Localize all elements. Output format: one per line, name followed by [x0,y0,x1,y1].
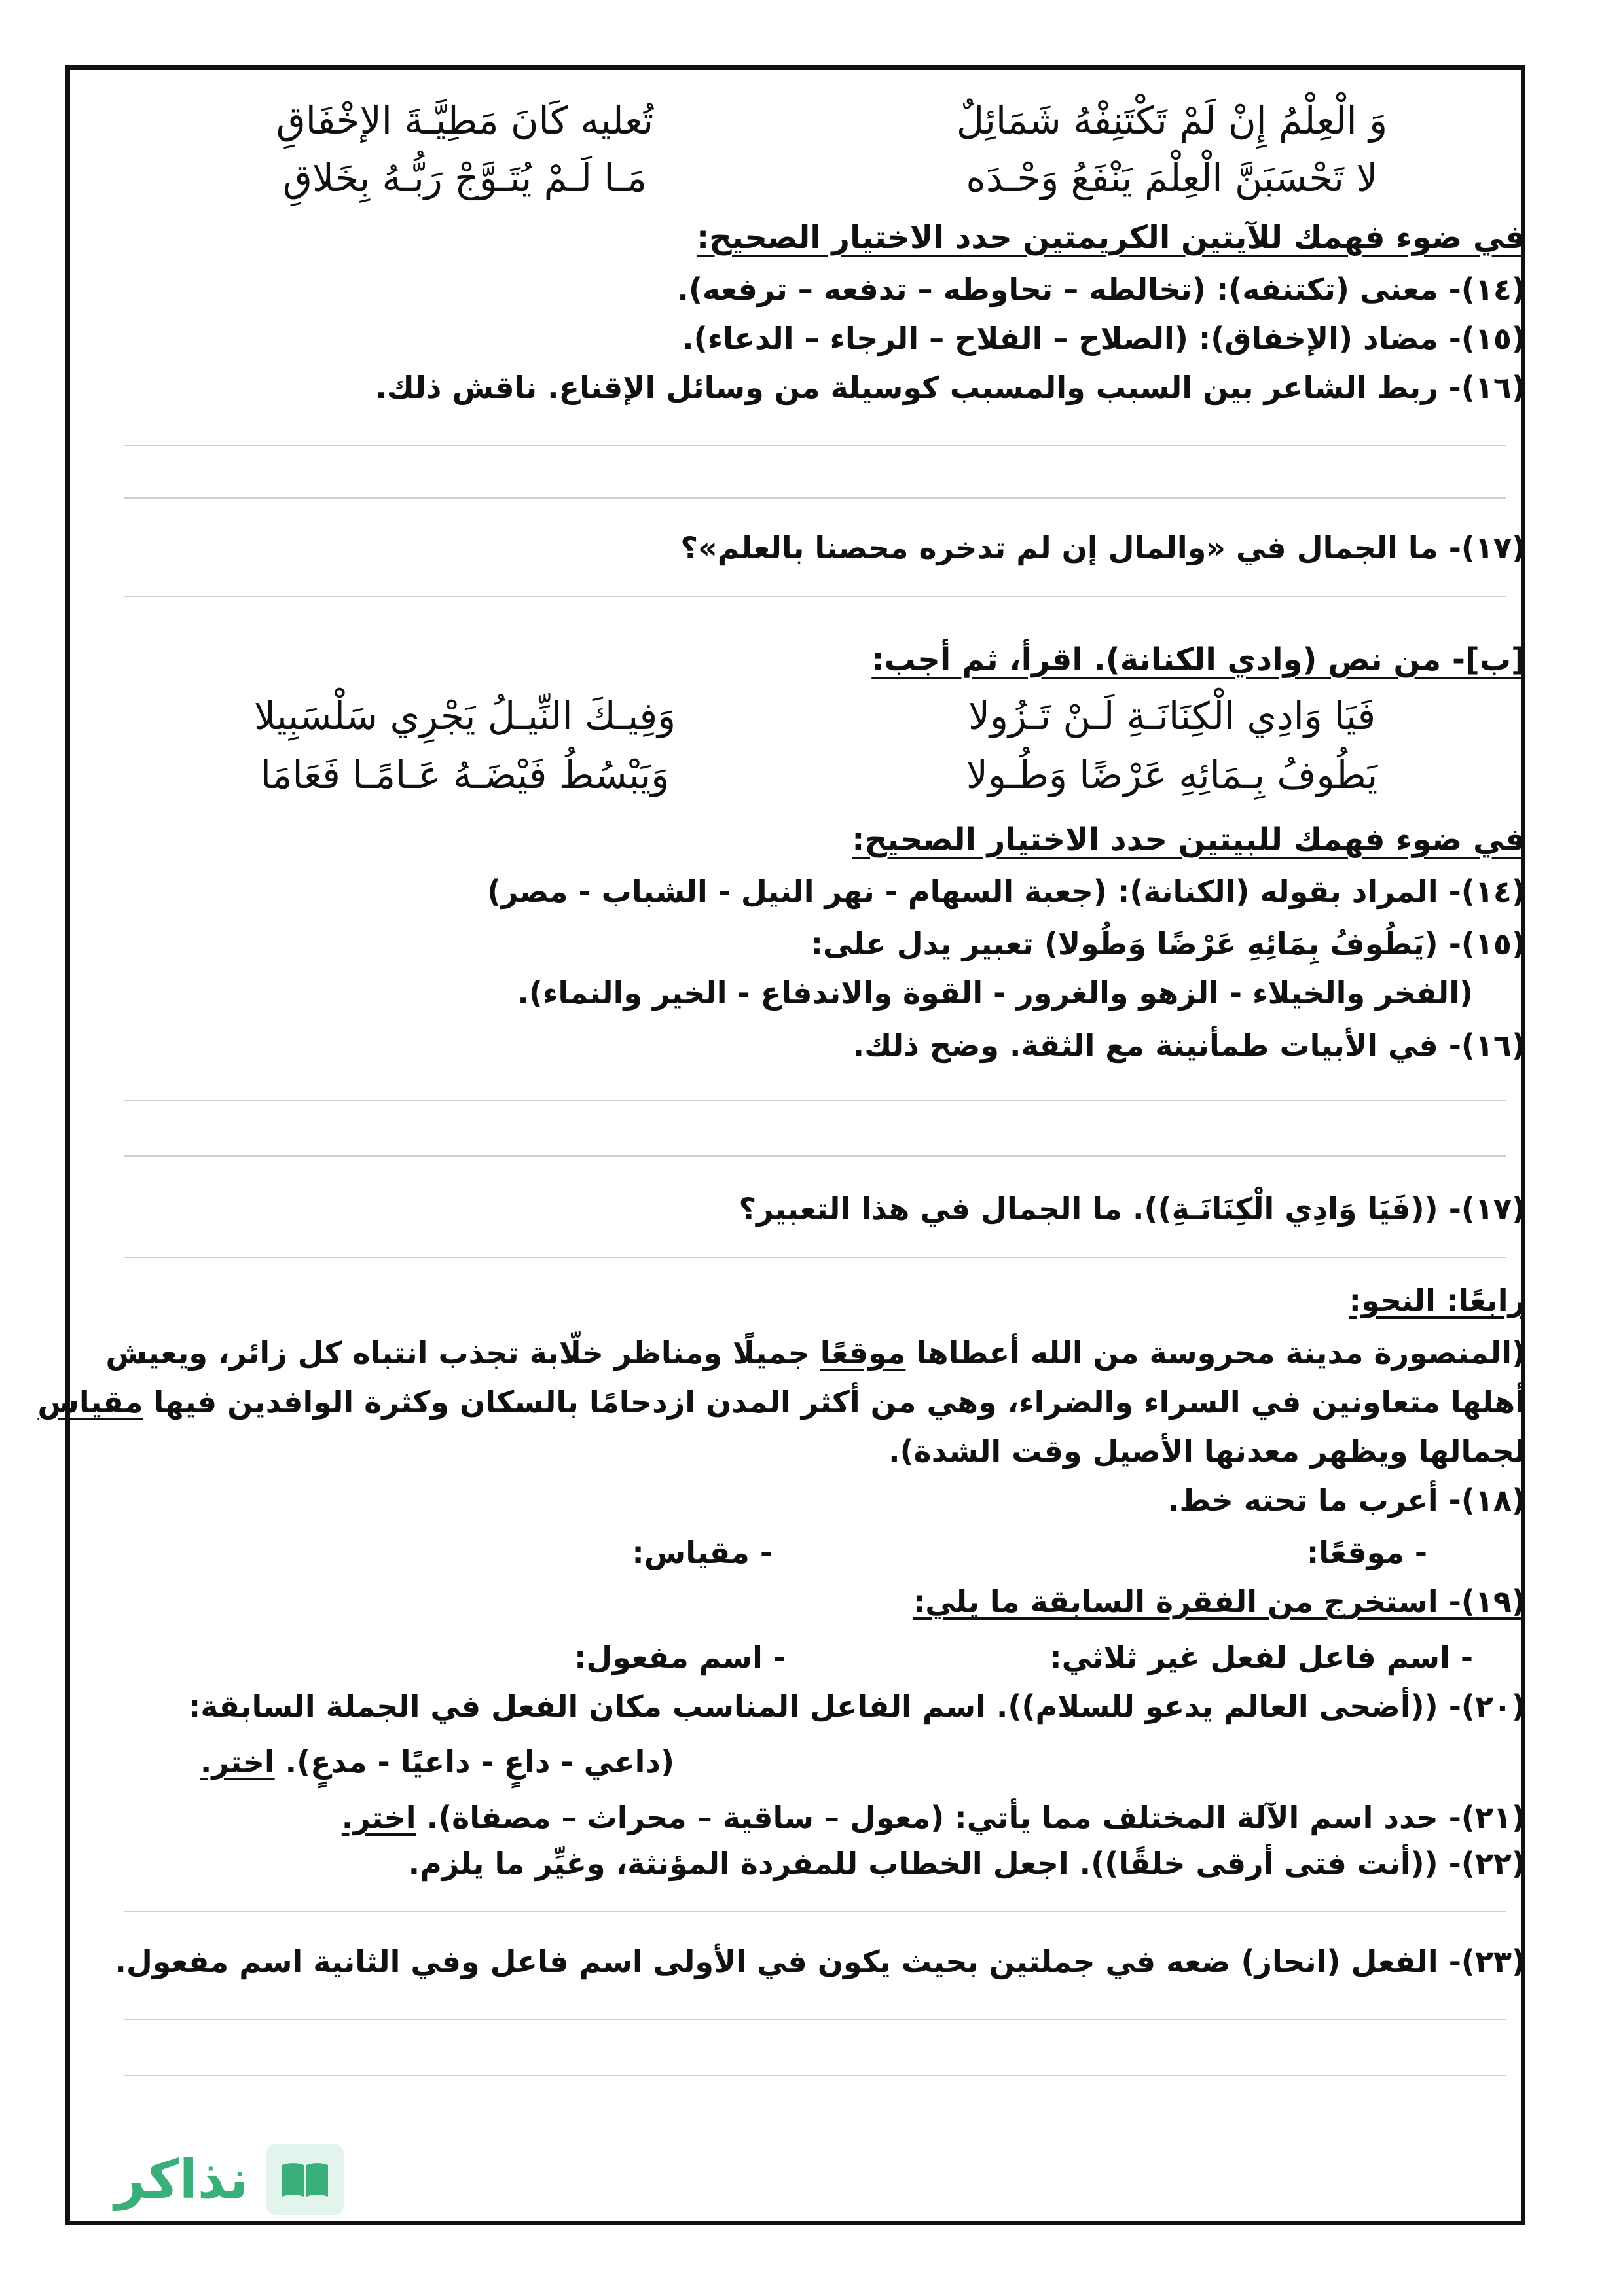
poem-hemistich: وَيَبْسُطُ فَيْضَـهُ عَـامًـا فَعَامَا [260,753,670,797]
paragraph-line: لجمالها ويظهر معدنها الأصيل وقت الشدة). [888,1433,1525,1469]
answer-line [124,1155,1506,1157]
poem-line-1 [98,98,1525,143]
question-22: (٢٢)- ((أنت فتى أرقى خلقًا)). اجعل الخطاب للمفردة المؤنثة، وغيِّر ما يلزم. [408,1846,1525,1881]
answer-line [124,1911,1506,1912]
answer-line [124,445,1506,446]
paragraph-line: أهلها متعاونين في السراء والضراء، وهي من أكثر المدن ازدحامًا بالسكان وكثرة الوافدين فيها مقياس [37,1384,1525,1420]
logo-text: نذاكر [115,2148,249,2211]
answer-line [124,497,1506,499]
worksheet [37,79,1525,2212]
answer-line [124,1100,1506,1101]
question-14: (١٤)- معنى (تكتنفه): (تخالطه – تحاوطه – تدفعه – ترفعه). [677,272,1525,307]
question-20: (٢٠)- ((أضحى العالم يدعو للسلام)). اسم الفاعل المناسب مكان الفعل في الجملة السابقة: [188,1689,1525,1724]
question-16: (١٦)- في الأبيات طمأنينة مع الثقة. وضح ذلك. [852,1028,1525,1063]
answer-line [124,596,1506,597]
question-20-options: (داعي - داعٍ - داعيًا - مدعٍ). اختر. [200,1744,674,1780]
question-18: (١٨)- أعرب ما تحته خط. [1167,1482,1525,1518]
question-15: (١٥)- (يَطُوفُ بِمَائِهِ عَرْضًا وَطُولا) تعبير يدل على: [811,926,1525,961]
underlined-word: مقياس [37,1384,143,1420]
answer-line [124,2019,1506,2020]
logo [115,2144,344,2215]
poem-line-2 [98,156,1525,200]
question-16: (١٦)- ربط الشاعر بين السبب والمسبب كوسيلة من وسائل الإقناع. ناقش ذلك. [375,370,1525,405]
question-18-items: - موقعًا:- مقياس: [632,1535,1427,1570]
section-heading: [ب]- من نص (وادي الكنانة). اقرأ، ثم أجب: [871,641,1525,678]
question-15: (١٥)- مضاد (الإخفاق): (الصلاح – الفلاح – الرجاء – الدعاء). [682,321,1525,356]
question-21: (٢١)- حدد اسم الآلة المختلف مما يأتي: (معول – ساقية – محراث – مصفاة). اختر. [341,1800,1525,1835]
poem-hemistich: تُعليه كَانَ مَطِيَّـةَ الإخْفَاقِ [276,98,654,143]
poem-hemistich: مَـا لَـمْ يُتَـوَّجْ رَبُّـهُ بِخَلاقِ [282,156,647,200]
answer-line [124,1257,1506,1258]
section-heading: في ضوء فهمك للآيتين الكريمتين حدد الاختيار الصحيح: [696,219,1525,256]
underlined-word: موقعًا [820,1335,906,1371]
poem-hemistich: فَيَا وَادِي الْكِنَانَـةِ لَـنْ تَـزُولا [968,694,1376,738]
question-17: (١٧)- ما الجمال في «والمال إن لم تدخره محصنا بالعلم»؟ [680,530,1525,565]
answer-line [124,2075,1506,2076]
poem-line-2 [98,753,1525,797]
question-19-items: - اسم فاعل لفعل غير ثلاثي:- اسم مفعول: [574,1640,1473,1675]
poem-line-1 [98,694,1525,738]
section-subheading: في ضوء فهمك للبيتين حدد الاختيار الصحيح: [852,821,1525,858]
poem-hemistich: وَفِيـكَ النِّيـلُ يَجْرِي سَلْسَبِيلا [253,694,676,738]
poem-hemistich: يَطُوفُ بِـمَائِهِ عَرْضًا وَطُـولا [966,753,1378,797]
poem-hemistich: وَ الْعِلْمُ إِنْ لَمْ تَكْتَنِفْهُ شَمَائِلٌ [956,98,1388,143]
question-17: (١٧)- ((فَيَا وَادِي الْكِنَانَـةِ)). ما الجمال في هذا التعبير؟ [739,1191,1525,1227]
section-heading: رابعًا: النحو: [1349,1283,1525,1318]
paragraph-line: (المنصورة مدينة محروسة من الله أعطاها موقعًا جميلًا ومناظر خلّابة تجذب انتباه كل زائر، ويعيش [105,1335,1525,1371]
open-book-icon [266,2144,344,2215]
question-14: (١٤)- المراد بقوله (الكنانة): (جعبة السهام - نهر النيل - الشباب - مصر) [487,874,1525,909]
poem-hemistich: لا تَحْسَبَنَّ الْعِلْمَ يَنْفَعُ وَحْـدَه [966,156,1378,200]
question-15-options: (الفخر والخيلاء - الزهو والغرور - القوة والاندفاع - الخير والنماء). [517,975,1473,1011]
question-23: (٢٣)- الفعل (انحاز) ضعه في جملتين بحيث يكون في الأولى اسم فاعل وفي الثانية اسم مفعول. [115,1944,1525,1979]
question-19: (١٩)- استخرج من الفقرة السابقة ما يلي: [913,1584,1525,1619]
